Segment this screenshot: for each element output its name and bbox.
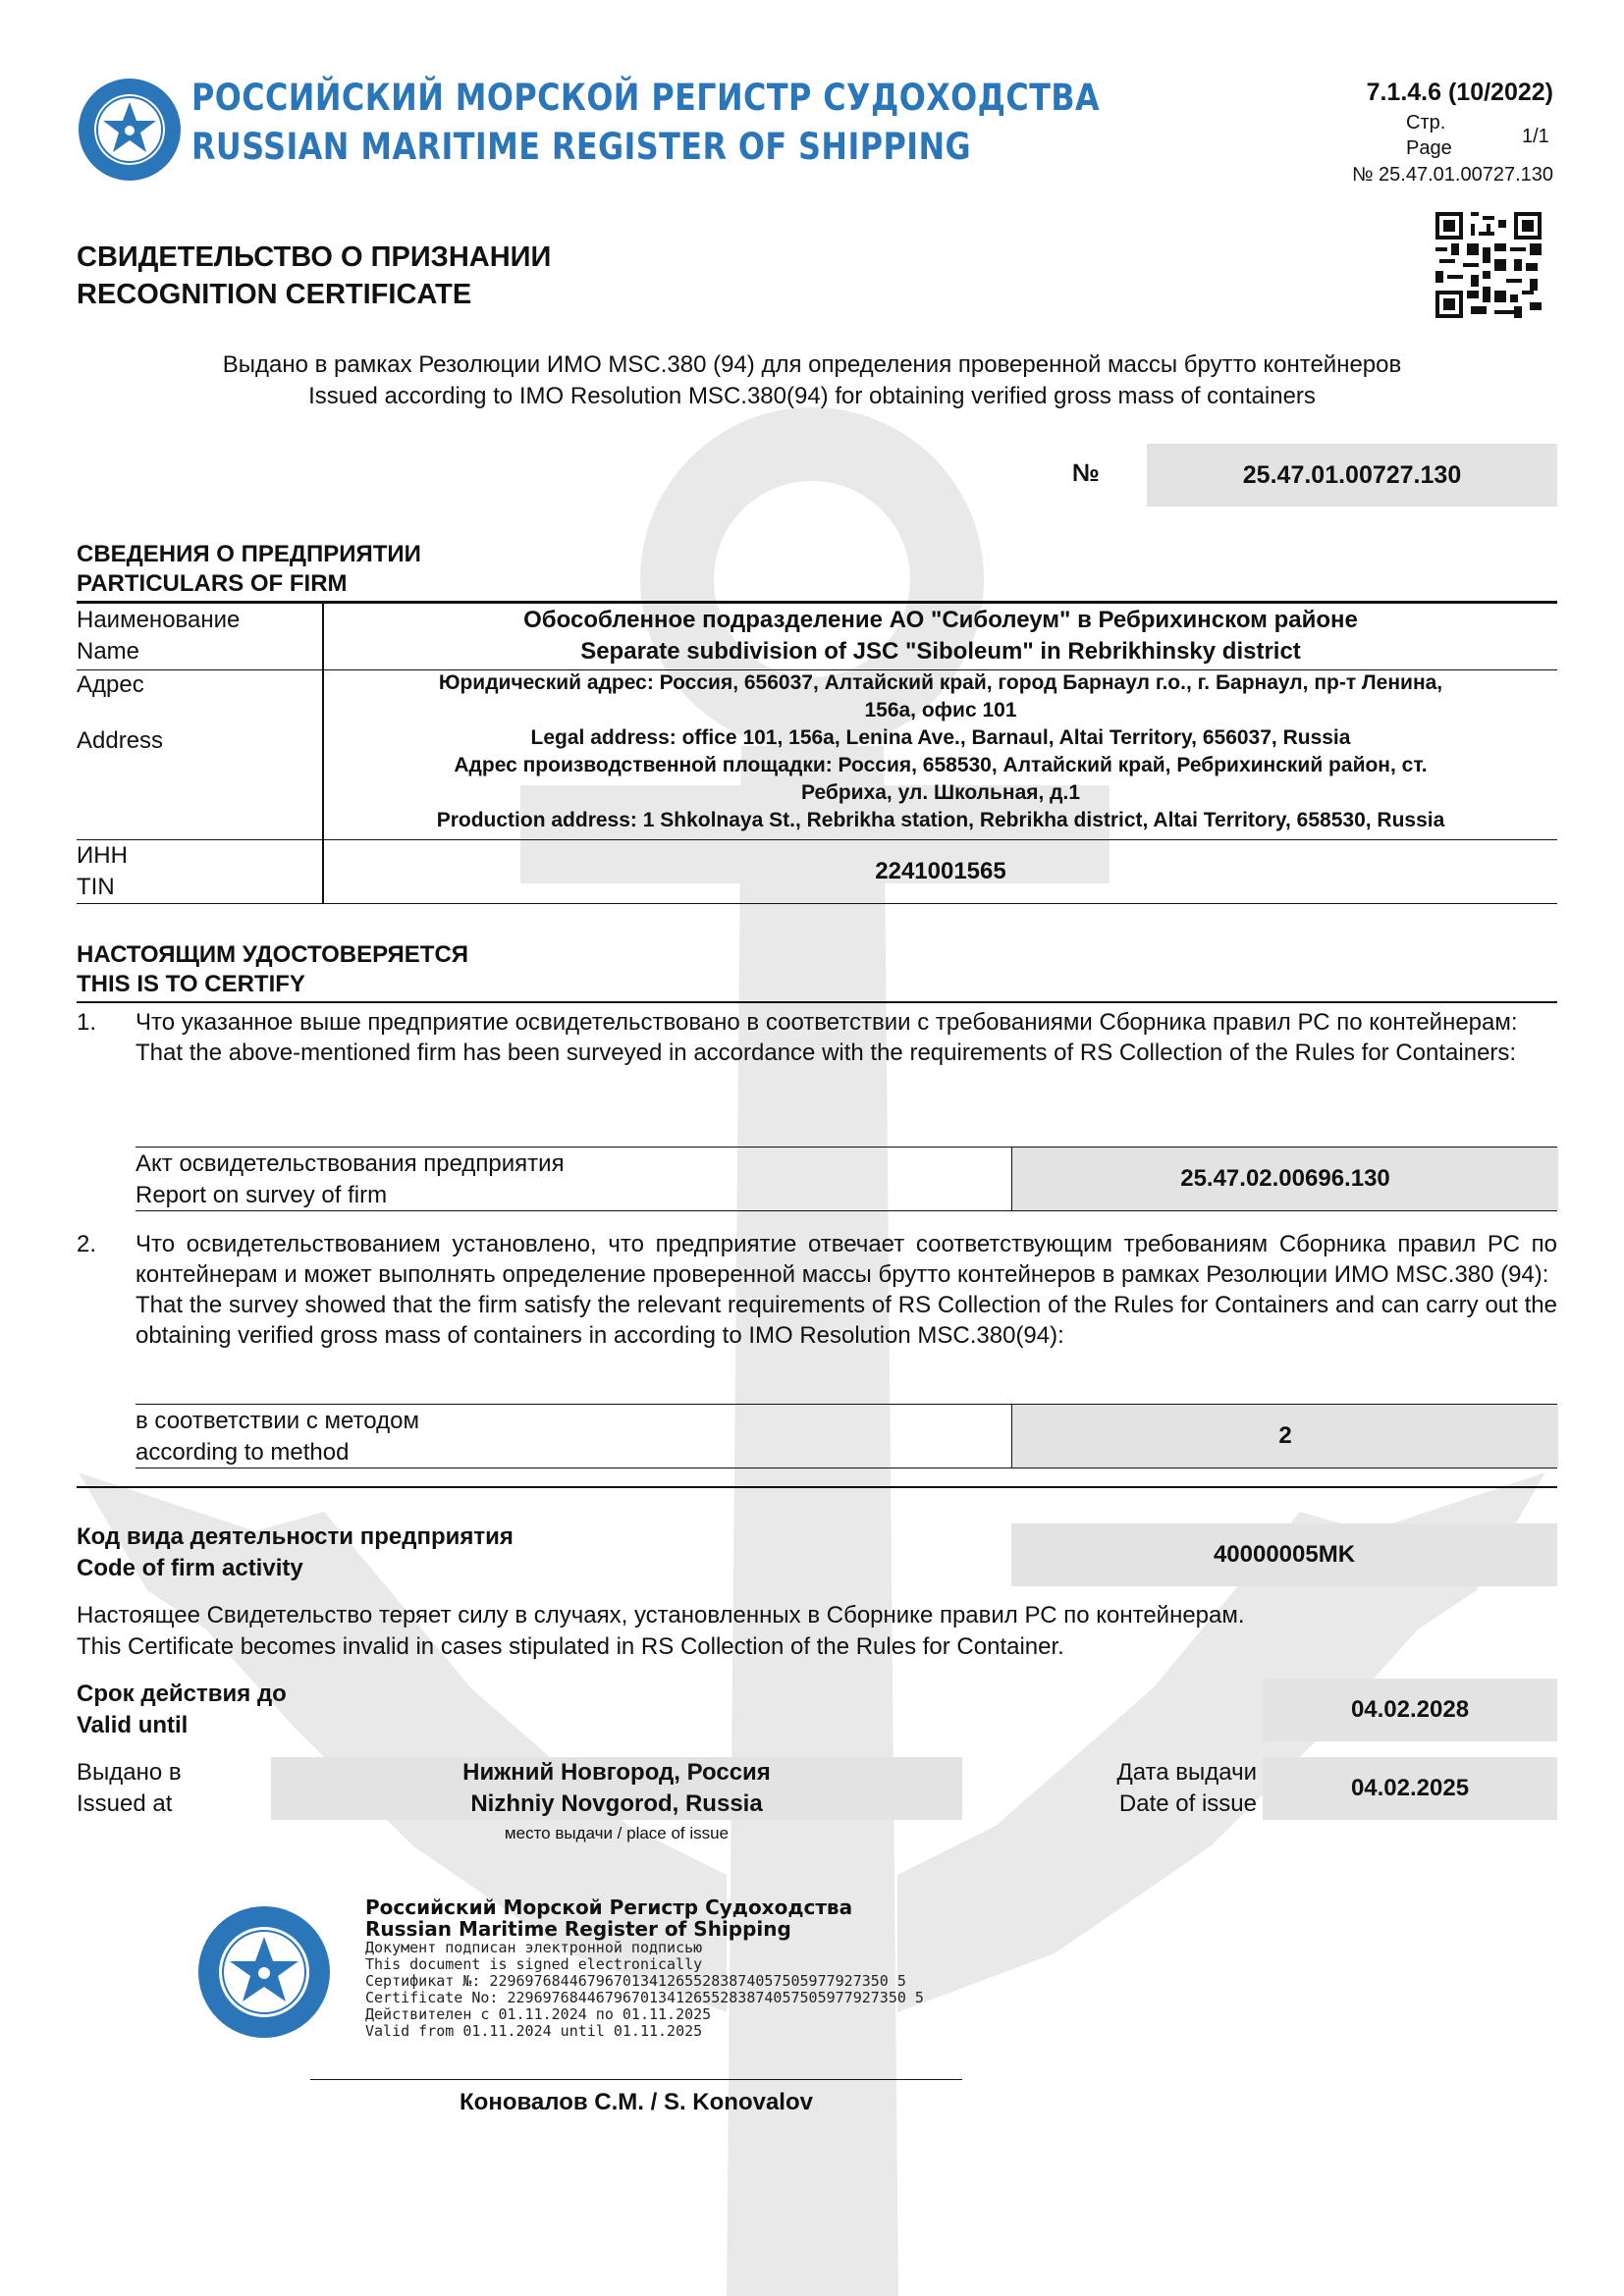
- rs-logo-icon: [77, 77, 183, 183]
- signature-valid-ru: Действителен с 01.11.2024 по 01.11.2025: [365, 2005, 712, 2023]
- method-label-en: according to method: [135, 1439, 350, 1466]
- divider: [135, 1210, 1557, 1211]
- issued-at-place: [271, 1757, 962, 1820]
- firm-section-title-ru: СВЕДЕНИЯ О ПРЕДПРИЯТИИ: [77, 541, 421, 567]
- method-label: [135, 1406, 419, 1468]
- legal-address-ru-line1: Юридический адрес: Россия, 656037, Алтайский край, город Барнаул г.о., г. Барнаул, пр-т Ленина,: [438, 671, 1443, 694]
- page-label-en: Page: [1406, 137, 1452, 159]
- report-label: [135, 1148, 565, 1211]
- method-value: 2: [1011, 1405, 1558, 1468]
- tin-label-en: TIN: [77, 874, 115, 900]
- production-address-en: Production address: 1 Shkolnaya St., Rebrikha station, Rebrikha district, Altai Territory, 658530, Russia: [436, 809, 1445, 831]
- header-doc-number: № 25.47.01.00727.130: [1352, 164, 1553, 186]
- issued-at-label-en: Issued at: [77, 1790, 173, 1817]
- issued-text-ru: Выдано в рамках Резолюции ИМО MSC.380 (94) для определения проверенной массы брутто контейнеров: [222, 351, 1402, 378]
- certify-section-title: [77, 940, 468, 999]
- invalid-conditions-en: This Certificate becomes invalid in cases stipulated in RS Collection of the Rules for Container.: [77, 1633, 1064, 1660]
- method-label-ru: в соответствии с методом: [135, 1408, 419, 1434]
- address-label-ru: Адрес: [77, 671, 144, 698]
- item1-text: [135, 1007, 1557, 1068]
- signature-cert-en: Certificate No: 229697684467967013412655283874057505977927350 5: [365, 1989, 924, 2006]
- item2-text-en: That the survey showed that the firm satisfy the relevant requirements of RS Collection of the Rules for Containers and can carry out the obtaining verified gross mass of containers in according to IMO Resolution MSC.380(94):: [135, 1292, 1557, 1349]
- signer-name: Коновалов С.М. / S. Konovalov: [460, 2089, 813, 2115]
- item2-text-ru: Что освидетельствованием установлено, что предприятие отвечает соответствующим требованиям Сборника правил РС по контейнерам и может выполнять определение проверенной массы брутто контейнеров в рамках Резолюции ИМО MSC.380 (94):: [135, 1231, 1557, 1288]
- firm-name-label-ru: Наименование: [77, 607, 241, 633]
- firm-name-ru: Обособленное подразделение АО "Сиболеум" в Ребрихинском районе: [523, 607, 1358, 633]
- production-address-ru-line2: Ребриха, ул. Школьная, д.1: [800, 781, 1081, 804]
- signature-block: [365, 1896, 924, 2040]
- valid-until-label-en: Valid until: [77, 1712, 189, 1738]
- divider: [77, 1486, 1557, 1488]
- date-of-issue-label: [1011, 1757, 1257, 1820]
- firm-name-en: Separate subdivision of JSC "Siboleum" in Rebrikhinsky district: [580, 638, 1301, 665]
- date-of-issue-value: 04.02.2025: [1263, 1757, 1557, 1820]
- item1-number: 1.: [77, 1009, 97, 1036]
- valid-until-label-ru: Срок действия до: [77, 1681, 287, 1707]
- divider: [77, 601, 1557, 604]
- signature-org-ru: Российский Морской Регистр Судоходства: [365, 1896, 853, 1919]
- firm-section-title-en: PARTICULARS OF FIRM: [77, 570, 348, 597]
- address-label-en: Address: [77, 727, 164, 754]
- divider: [77, 839, 1557, 840]
- tin-value: 2241001565: [875, 858, 1006, 884]
- valid-until-value: 04.02.2028: [1263, 1679, 1557, 1741]
- header-title-ru: РОССИЙСКИЙ МОРСКОЙ РЕГИСТР СУДОХОДСТВА: [191, 77, 1101, 119]
- activity-code-value: 40000005MK: [1011, 1523, 1557, 1586]
- issued-text-en: Issued according to IMO Resolution MSC.380(94) for obtaining verified gross mass of containers: [308, 383, 1316, 409]
- issued-at-label-ru: Выдано в: [77, 1759, 182, 1786]
- signature-signed-ru: Документ подписан электронной подписью: [365, 1939, 703, 1956]
- divider: [77, 1001, 1557, 1003]
- signature-line: [310, 2079, 962, 2080]
- firm-name: [324, 605, 1557, 667]
- item2-text: [135, 1229, 1557, 1351]
- certify-section-title-en: THIS IS TO CERTIFY: [77, 971, 305, 997]
- invalid-conditions: [77, 1600, 1245, 1663]
- signature-signed-en: This document is signed electronically: [365, 1955, 703, 1973]
- signature-org-en: Russian Maritime Register of Shipping: [365, 1917, 791, 1941]
- issued-at-label: [77, 1757, 182, 1820]
- place-caption: место выдачи / place of issue: [504, 1824, 730, 1842]
- report-number-value: 25.47.02.00696.130: [1011, 1148, 1558, 1210]
- firm-address: [324, 669, 1557, 834]
- certificate-title-en: RECOGNITION CERTIFICATE: [77, 279, 472, 310]
- report-label-en: Report on survey of firm: [135, 1182, 388, 1208]
- issued-at-place-ru: Нижний Новгород, Россия: [462, 1759, 771, 1786]
- activity-label-en: Code of firm activity: [77, 1555, 303, 1581]
- item2-number: 2.: [77, 1231, 97, 1257]
- page-label-ru: Стр.: [1406, 112, 1446, 133]
- production-address-ru-line1: Адрес производственной площадки: Россия, 658530, Алтайский край, Ребрихинский район, ст.: [454, 754, 1428, 776]
- divider: [77, 903, 1557, 904]
- item1-text-ru: Что указанное выше предприятие освидетельствовано в соответствии с требованиями Сборника правил РС по контейнерам:: [135, 1009, 1518, 1036]
- qr-code-icon: [1435, 212, 1542, 318]
- date-of-issue-label-ru: Дата выдачи: [1116, 1759, 1257, 1786]
- issued-at-place-en: Nizhniy Novgorod, Russia: [470, 1790, 763, 1817]
- certify-section-title-ru: НАСТОЯЩИМ УДОСТОВЕРЯЕТСЯ: [77, 941, 469, 968]
- signature-cert-ru: Сертификат №: 229697684467967013412655283874057505977927350 5: [365, 1972, 906, 1990]
- signature-valid-en: Valid from 01.11.2024 until 01.11.2025: [365, 2022, 703, 2040]
- firm-section-title: [77, 540, 421, 599]
- legal-address-ru-line2: 156а, офис 101: [864, 699, 1017, 721]
- legal-address-en: Legal address: office 101, 156a, Lenina Ave., Barnaul, Altai Territory, 656037, Russia: [530, 726, 1351, 749]
- header-title-en: RUSSIAN MARITIME REGISTER OF SHIPPING: [191, 126, 972, 168]
- page-number: 1/1: [1522, 126, 1549, 147]
- firm-name-label: [77, 605, 240, 667]
- date-of-issue-label-en: Date of issue: [1118, 1790, 1257, 1817]
- tin-label-ru: ИНН: [77, 842, 128, 869]
- report-label-ru: Акт освидетельствования предприятия: [135, 1150, 565, 1177]
- issued-according: [0, 349, 1624, 412]
- certificate-title-ru: СВИДЕТЕЛЬСТВО О ПРИЗНАНИИ: [77, 241, 552, 273]
- firm-name-label-en: Name: [77, 638, 140, 665]
- tin-label: [77, 840, 128, 903]
- invalid-conditions-ru: Настоящее Свидетельство теряет силу в случаях, установленных в Сборнике правил РС по контейнерам.: [77, 1602, 1245, 1629]
- certificate-title: [77, 239, 551, 313]
- rs-seal-icon: [196, 1904, 332, 2040]
- valid-until-label: [77, 1679, 287, 1741]
- certificate-number-label: №: [1072, 459, 1100, 487]
- activity-label-ru: Код вида деятельности предприятия: [77, 1523, 514, 1550]
- form-number: 7.1.4.6 (10/2022): [1366, 79, 1553, 106]
- item1-text-en: That the above-mentioned firm has been surveyed in accordance with the requirements of RS Collection of the Rules for Containers:: [135, 1040, 1517, 1066]
- activity-label: [77, 1522, 514, 1584]
- certificate-number-value: 25.47.01.00727.130: [1147, 444, 1557, 507]
